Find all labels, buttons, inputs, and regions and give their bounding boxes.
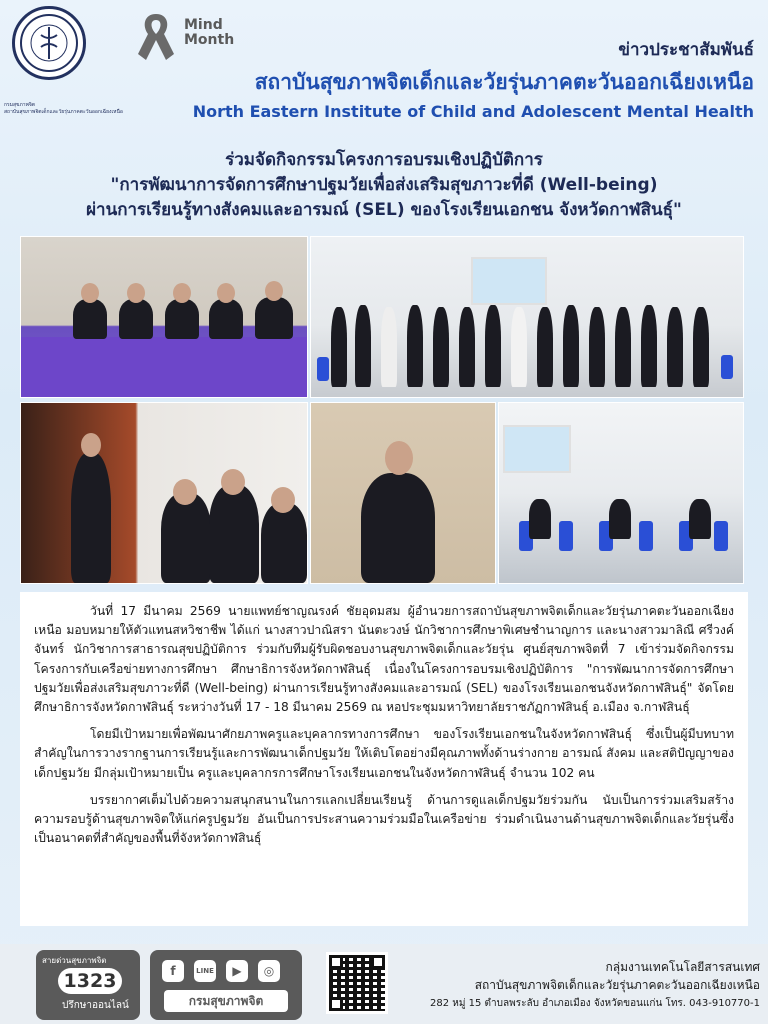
person xyxy=(73,299,107,339)
person xyxy=(209,485,259,583)
photo-panel-speakers xyxy=(20,236,308,398)
article-paragraph-2: โดยมีเป้าหมายเพื่อพัฒนาศักยภาพครูและบุคลากรทางการศึกษา ของโรงเรียนเอกชนในจังหวัดกาฬสินธุ์ ซึ่งเป็นผู้มีบทบาทสำคัญในการวางรากฐานการเรียนรู้และการพัฒนาเด็กปฐมวัย ให้เติบโตอย่างมีคุณภาพทั้งด้านร่างกาย อารมณ์ สังคม และสติปัญญาของเด็กปฐมวัย มีกลุ่มเป้าหมายเป็น ครูและบุคลากรการศึกษาโรงเรียนเอกชนในจังหวัดกาฬสินธุ์ จำนวน 102 คน xyxy=(34,727,734,780)
person xyxy=(407,305,423,387)
footer xyxy=(0,944,768,1024)
person xyxy=(71,453,111,583)
article-paragraph-3: บรรยากาศเต็มไปด้วยความสนุกสนานในการแลกเปลี่ยนเรียนรู้ ด้านการดูแลเด็กปฐมวัยร่วมกัน นับเป็นการร่วมเสริมสร้างความรอบรู้ด้านสุขภาพจิตให้แก่ครูปฐมวัย อันเป็นการประสานความร่วมมือในเครือข่าย ร่วมดำเนินงานด้านสุขภาพจิตเด็กและวัยรุ่นซึ่งเป็นอนาคตที่สำคัญของพื้นที่จังหวัดกาฬสินธุ์ xyxy=(34,792,734,846)
headline-line1: ร่วมจัดกิจกรรมโครงการอบรมเชิงปฏิบัติการ xyxy=(225,150,543,170)
person xyxy=(331,307,347,387)
qr-corner xyxy=(329,997,343,1011)
mind-month-line2: Month xyxy=(184,31,235,48)
institute-name-th: สถาบันสุขภาพจิตเด็กและวัยรุ่นภาคตะวันออกเฉียงเหนือ xyxy=(254,70,754,94)
line-icon[interactable]: LINE xyxy=(194,960,216,982)
youtube-icon[interactable]: ▶ xyxy=(226,960,248,982)
person xyxy=(119,299,153,339)
article-paragraph-1: วันที่ 17 มีนาคม 2569 นายแพทย์ชาญณรงค์ ชัยอุดมสม ผู้อำนวยการสถาบันสุขภาพจิตเด็กและวัยรุ่นภาคตะวันออกเฉียงเหนือ มอบหมายให้ตัวแทนสหวิชาชีพ ได้แก่ นางสาวปาณิสรา นันตะวงษ์ นักวิชาการศึกษาพิเศษชำนาญการ และนางสาวมาลิณี ศรีวงค์จันทร์ นักวิชาการสาธารณสุขปฏิบัติการ ร่วมกับทีมผู้รับผิดชอบงานสุขภาพจิตเด็กและวัยรุ่น ศูนย์สุขภาพจิตที่ 7 เข้าร่วมจัดกิจกรรมโครงการกับเครือข่ายทางการศึกษา ศึกษาธิการจังหวัดกาฬสินธุ์ เนื่องในโครงการอบรมเชิงปฏิบัติการ "การพัฒนาการจัดการศึกษาปฐมวัยเพื่อส่งเสริมสุขภาวะที่ดี (Well-being) ผ่านการเรียนรู้ทางสังคมและอารมณ์ (SEL) ของโรงเรียนเอกชนจังหวัดกาฬสินธุ์" จัดโดย ศึกษาธิการจังหวัดกาฬสินธุ์ ระหว่างวันที่ 17 - 18 มีนาคม 2569 ณ หอประชุมมหาวิทยาลัยราชภัฏกาฬสินธุ์ อ.เมือง จ.กาฬสินธุ์ xyxy=(34,604,734,715)
person-head xyxy=(173,283,191,303)
person-head xyxy=(173,479,197,505)
person xyxy=(261,503,307,583)
person-head xyxy=(221,469,245,495)
person-head xyxy=(81,283,99,303)
footer-address: 282 หมู่ 15 ตำบลพระลับ อำเภอเมือง จังหวัดขอนแก่น โทร. 043-910770-1 xyxy=(430,998,760,1009)
hotline-number: 1323 xyxy=(58,968,122,994)
person xyxy=(609,499,631,539)
facebook-icon[interactable]: f xyxy=(162,960,184,982)
news-label: ข่าวประชาสัมพันธ์ xyxy=(618,40,754,60)
mind-month-ribbon-icon xyxy=(134,10,178,64)
qr-corner xyxy=(371,955,385,969)
person xyxy=(355,305,371,387)
photo-panel-group xyxy=(310,236,744,398)
footer-institute: สถาบันสุขภาพจิตเด็กและวัยรุ่นภาคตะวันออกเฉียงเหนือ xyxy=(474,978,760,992)
person xyxy=(693,307,709,387)
hotline-badge[interactable] xyxy=(36,950,140,1020)
person xyxy=(433,307,449,387)
qr-code[interactable] xyxy=(326,952,388,1014)
mind-month-label xyxy=(184,18,234,47)
person-head xyxy=(265,281,283,301)
institute-name-en: North Eastern Institute of Child and Adolescent Mental Health xyxy=(192,102,754,121)
person xyxy=(161,493,211,583)
table-cloth xyxy=(21,337,307,397)
social-links xyxy=(150,950,302,1020)
photo-panel-participants xyxy=(20,402,308,584)
person-head xyxy=(81,433,101,457)
person-head xyxy=(385,441,413,475)
hotline-top-label: สายด่วนสุขภาพจิต xyxy=(42,956,107,965)
person xyxy=(209,299,243,339)
moph-sub-label: สถาบันสุขภาพจิตเด็กและวัยรุ่นภาคตะวันออกเฉียงเหนือ xyxy=(4,109,123,115)
moph-logo-icon xyxy=(12,6,86,80)
chair xyxy=(559,521,573,551)
person xyxy=(563,305,579,387)
person xyxy=(537,307,553,387)
person xyxy=(529,499,551,539)
footer-department: กลุ่มงานเทคโนโลยีสารสนเทศ xyxy=(605,960,760,974)
person xyxy=(689,499,711,539)
hotline-bottom-label: ปรึกษาออนไลน์ xyxy=(62,1000,129,1011)
person-head xyxy=(217,283,235,303)
headline xyxy=(20,148,748,223)
moph-subtitle xyxy=(4,102,134,116)
person xyxy=(667,307,683,387)
projector-screen xyxy=(503,425,571,473)
chair xyxy=(317,357,329,381)
mind-month-line1: Mind xyxy=(184,17,223,33)
person xyxy=(511,307,527,387)
dmh-label[interactable]: กรมสุขภาพจิต xyxy=(164,990,288,1012)
projector-screen xyxy=(471,257,547,305)
chair xyxy=(714,521,728,551)
person-head xyxy=(127,283,145,303)
chair xyxy=(721,355,733,379)
person xyxy=(459,307,475,387)
person xyxy=(485,305,501,387)
header xyxy=(0,0,768,130)
person xyxy=(361,473,435,583)
article-body xyxy=(20,592,748,926)
photo-panel-speaker xyxy=(310,402,496,584)
qr-corner xyxy=(329,955,343,969)
headline-line2: "การพัฒนาการจัดการศึกษาปฐมวัยเพื่อส่งเสริมสุขภาวะที่ดี (Well-being) xyxy=(110,175,658,195)
person xyxy=(255,297,293,339)
person-head xyxy=(271,487,295,513)
photo-panel-audience xyxy=(498,402,744,584)
person xyxy=(381,307,397,387)
moph-dept-label: กรมสุขภาพจิต xyxy=(4,102,36,108)
chair xyxy=(639,521,653,551)
headline-line3: ผ่านการเรียนรู้ทางสังคมและอารมณ์ (SEL) ของโรงเรียนเอกชน จังหวัดกาฬสินธุ์" xyxy=(86,200,682,220)
person xyxy=(165,299,199,339)
instagram-icon[interactable]: ◎ xyxy=(258,960,280,982)
moph-emblem-icon xyxy=(19,13,79,73)
person xyxy=(615,307,631,387)
person xyxy=(589,307,605,387)
person xyxy=(641,305,657,387)
